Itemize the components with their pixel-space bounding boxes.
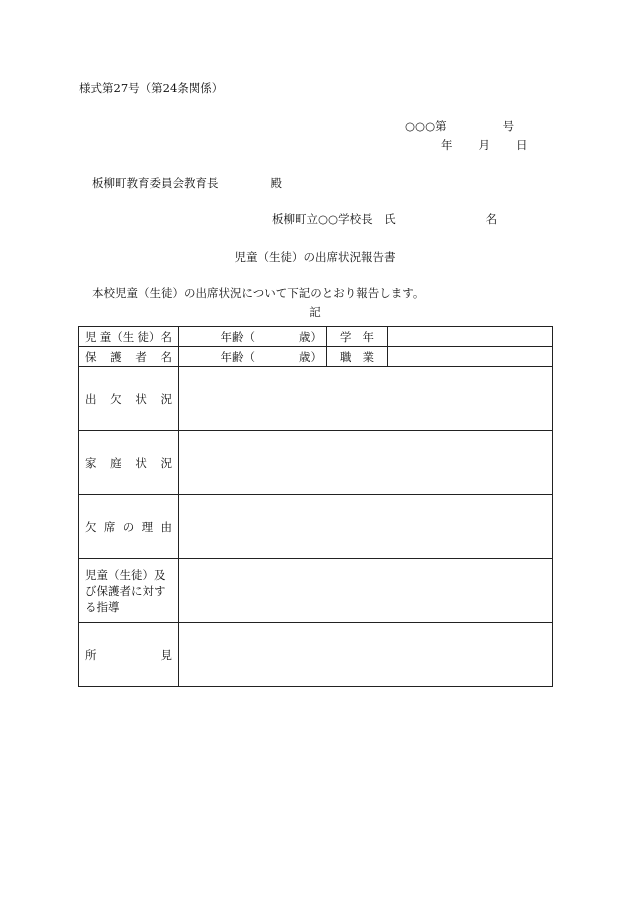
sender	[272, 211, 497, 227]
label-line: 児童（生徒）及	[85, 567, 166, 582]
table-row-guardian	[79, 347, 553, 367]
label-char: 席	[103, 519, 116, 534]
label-char: 状	[135, 391, 147, 406]
label-char: 状	[135, 455, 147, 470]
table-row-guidance	[79, 559, 553, 623]
label-char: 欠	[110, 391, 122, 406]
label-char: 学	[340, 329, 352, 344]
label-char: 護	[110, 349, 122, 364]
age-prefix: 年齢（	[220, 349, 255, 364]
label-char: 童（生	[99, 329, 135, 344]
table-row-reason	[79, 495, 553, 559]
occupation-value-cell[interactable]	[388, 347, 553, 367]
label-char: 況	[160, 391, 172, 406]
age-prefix: 年齢（	[220, 329, 255, 344]
addressee-name: 板柳町教育委員会教育長	[92, 176, 219, 190]
label-char: 職	[340, 349, 352, 364]
intro-text: 本校児童（生徒）の出席状況について下記のとおり報告します。	[92, 286, 425, 300]
guidance-value-cell[interactable]	[179, 559, 553, 623]
label-char: 出	[85, 391, 97, 406]
guardian-name-label	[79, 347, 179, 367]
doc-number-prefix: ○○○第	[405, 119, 447, 133]
sender-title: 板柳町立○○学校長 氏	[272, 212, 396, 226]
document-number	[405, 118, 514, 134]
opinion-label	[79, 623, 179, 687]
label-line: び保護者に対す	[85, 583, 166, 598]
opinion-value-cell[interactable]	[179, 623, 553, 687]
table-row-attendance	[79, 367, 553, 431]
guidance-label	[79, 559, 179, 623]
family-value-cell[interactable]	[179, 431, 553, 495]
doc-number-suffix: 号	[502, 119, 515, 133]
date-day: 日	[516, 138, 528, 152]
sender-name-suffix: 名	[485, 212, 498, 226]
grade-label	[327, 327, 388, 347]
absence-reason-label	[79, 495, 179, 559]
document-date	[441, 137, 528, 153]
label-char: 児	[85, 329, 97, 344]
label-char: 所	[85, 647, 97, 662]
label-line: る指導	[85, 599, 120, 614]
label-char: 者	[135, 349, 147, 364]
label-char: 家	[85, 455, 97, 470]
form-number: 様式第27号（第24条関係）	[79, 81, 224, 95]
student-age-cell[interactable]	[179, 327, 327, 347]
label-char: 年	[362, 329, 374, 344]
guardian-age-cell[interactable]	[179, 347, 327, 367]
occupation-label	[327, 347, 388, 367]
report-table	[78, 326, 553, 687]
label-char: 理	[141, 519, 154, 534]
addressee	[92, 175, 282, 191]
label-char: 保	[85, 349, 97, 364]
document-title: 児童（生徒）の出席状況報告書	[234, 250, 396, 264]
ki-heading: 記	[309, 305, 321, 319]
attendance-value-cell[interactable]	[179, 367, 553, 431]
family-label	[79, 431, 179, 495]
grade-value-cell[interactable]	[388, 327, 553, 347]
age-suffix: 歳）	[299, 349, 322, 364]
attendance-label	[79, 367, 179, 431]
label-char: 況	[160, 455, 172, 470]
addressee-honorific: 殿	[270, 176, 282, 190]
label-char: の	[122, 519, 135, 534]
label-char: 由	[160, 519, 172, 534]
table-row-family	[79, 431, 553, 495]
label-char: 徒）名	[137, 329, 172, 344]
date-year: 年	[441, 138, 453, 152]
table-row-opinion	[79, 623, 553, 687]
label-char: 業	[362, 349, 374, 364]
table-row-student	[79, 327, 553, 347]
date-month: 月	[478, 138, 490, 152]
student-name-label	[79, 327, 179, 347]
age-suffix: 歳）	[299, 329, 322, 344]
absence-reason-value-cell[interactable]	[179, 495, 553, 559]
label-char: 名	[160, 349, 172, 364]
label-char: 欠	[85, 519, 97, 534]
label-char: 庭	[110, 455, 122, 470]
label-char: 見	[160, 647, 172, 662]
